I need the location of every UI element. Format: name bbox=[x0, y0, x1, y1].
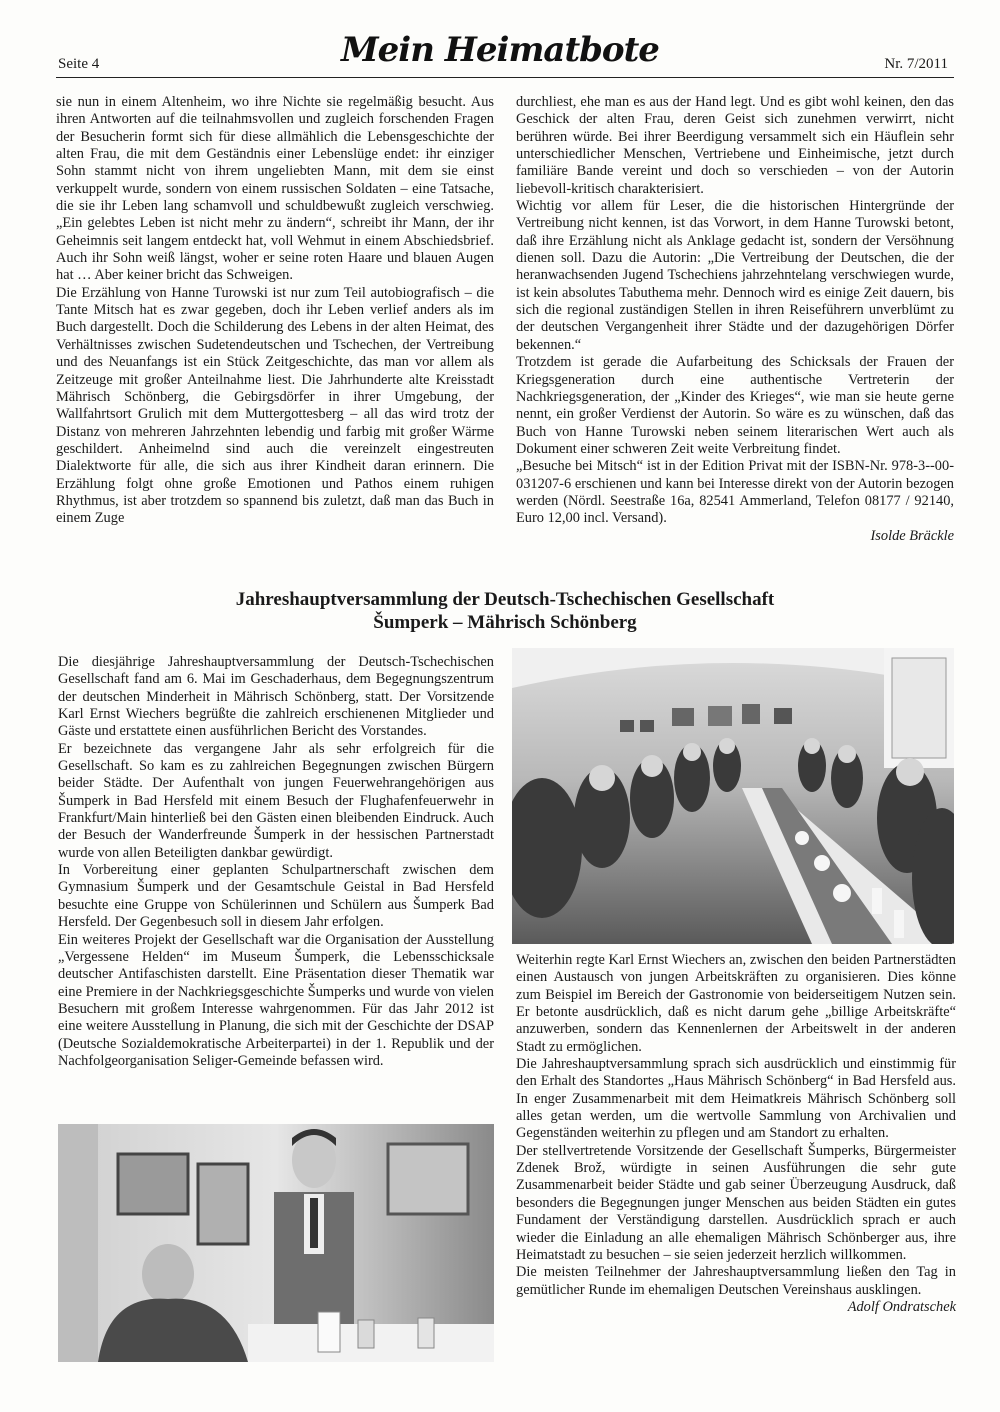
article-column-left bbox=[58, 654, 494, 1070]
paragraph: sie nun in einem Altenheim, wo ihre Nichte sie regelmäßig besucht. Aus ihren Antworten auf die teilnahmsvollen und zugleich forschenden Fragen der Besucherin formt sich für diese allmählich die Lebensgeschichte der alten Frau, die mit dem Geständnis einer Lebenslüge endet: ihr einziger Sohn stammt nicht von ihrem ungeliebten Mann, mit dem sie einst verkuppelt wurde, sondern von einem russischen Soldaten – eine Tatsache, die sie ihr Leben lang schamvoll und schuldbewußt zugleich verschwieg. „Ein gelebtes Leben ist nicht mehr zu ändern“, schreibt ihr Mann, der ihr Geheimnis seit langem entdeckt hat, voll Wehmut in einem Abschiedsbrief. Auch ihr Sohn weiß längst, woher er seine roten Haare und blauen Augen hat … Aber keiner bricht das Schweigen. bbox=[56, 94, 494, 284]
headline-line-2: Šumperk – Mährisch Schönberg bbox=[373, 612, 637, 633]
review-column-right bbox=[516, 94, 954, 545]
header-rule bbox=[56, 77, 954, 78]
paragraph: Der stellvertretende Vorsitzende der Gesellschaft Šumperks, Bürgermeister Zdenek Brož, würdigte in seinen Ausführungen die sehr gute Zusammenarbeit beider Städte und gab seiner Überzeugung Ausdruck, daß besonders die Begegnungen junger Menschen aus beiden Städten ein gutes Fundament der Verständigung darstellen. Ausdrücklich sprach er auch wieder die Einladung an alle ehemaligen Mährisch Schönberger aus, ihre Heimatstadt zu besuchen – sie seien jederzeit herzlich willkommen. bbox=[516, 1142, 956, 1263]
paragraph: Die meisten Teilnehmer der Jahreshauptversammlung ließen den Tag in gemütlicher Runde im ehemaligen Deutschen Vereinshaus ausklingen. bbox=[516, 1264, 956, 1298]
article-column-right bbox=[516, 952, 956, 1316]
paragraph: Er bezeichnete das vergangene Jahr als sehr erfolgreich für die Gesellschaft. So kam es zu zahlreichen Begegnungen zwischen Bürgern beider Städte. Der Aufenthalt von jungen Feuerwehrangehörigen aus Šumperk in Bad Hersfeld mit einem Besuch der Flughafenfeuerwehr in Frankfurt/Main hinterließ bei den Gästen einen bleibenden Eindruck. Auch der Besuch der Wanderfreunde Šumperk in der hessischen Partnerstadt wurde von allen Beteiligten dankbar gewürdigt. bbox=[58, 740, 494, 861]
paragraph: Weiterhin regte Karl Ernst Wiechers an, zwischen den beiden Partnerstädten einen Austausch von jungen Arbeitskräften zu organisieren. Dies könne zum Beispiel im Bereich der Gastronomie von beiderseitigem Nutzen sein. Er betonte ausdrücklich, daß es nicht darum gehe „billige Arbeitskräfte“ anzuwerben, sondern das Kennenlernen der Arbeitswelt in der anderen Stadt zu ermöglichen. bbox=[516, 952, 956, 1055]
article-headline bbox=[56, 588, 954, 634]
paragraph: Trotzdem ist gerade die Aufarbeitung des Schicksals der Frauen der Kriegsgeneration durch eine authentische Vertreterin der Nachkriegsgeneration, der „Kinder des Krieges“, wie man sie heute gerne nennt, ein großer Verdienst der Autorin. So wäre es zu wünschen, daß das Buch von Hanne Turowski neben seinem literarischen Wert auch als Dokument einer schweren Zeit weite Verbreitung findet. bbox=[516, 354, 954, 457]
headline-line-1: Jahreshauptversammlung der Deutsch-Tschechischen Gesellschaft bbox=[235, 589, 775, 610]
paragraph: In Vorbereitung einer geplanten Schulpartnerschaft zwischen dem Gymnasium Šumperk und der Gesamtschule Geistal in Bad Hersfeld besuchte eine Gruppe von Schülerinnen und Schülern aus Šumperk Bad Hersfeld. Der Gegenbesuch soll in diesem Jahr erfolgen. bbox=[58, 862, 494, 931]
meeting-photo bbox=[512, 648, 954, 944]
paragraph: „Besuche bei Mitsch“ ist in der Edition Privat mit der ISBN-Nr. 978-3--00-031207-6 erschienen und kann bei Interesse direkt von der Autorin bezogen werden (Nördl. Seestraße 16a, 82541 Ammerland, Telefon 08177 / 92140, Euro 12,00 incl. Versand). bbox=[516, 458, 954, 527]
paragraph: Die Jahreshauptversammlung sprach sich ausdrücklich und einstimmig für den Erhalt des Standortes „Haus Mährisch Schönberg“ in Bad Hersfeld aus. In enger Zusammenarbeit mit dem Heimatkreis Mährisch Schönberg soll alles getan werden, um die wertvolle Sammlung von Archivalien und Gegenständen weiterhin zu pflegen und am Standort zu erhalten. bbox=[516, 1056, 956, 1142]
article-author-signature: Adolf Ondratschek bbox=[847, 1298, 956, 1315]
review-column-left bbox=[56, 94, 494, 528]
review-author-signature: Isolde Bräckle bbox=[870, 527, 954, 544]
masthead-logo: Mein Heimatbote bbox=[341, 30, 659, 70]
paragraph: Wichtig vor allem für Leser, die die historischen Hintergründe der Vertreibung nicht kennen, ist das Vorwort, in dem Hanne Turowski betont, daß ihre Erzählung nicht als Anklage gedacht ist, sondern der Versöhnung dienen soll. Dazu die Autorin: „Die Vertreibung der Deutschen, die der heranwachsenden Jugend Tschechiens jahrzehntelang verschwiegen wurde, ist kein absolutes Tabuthema mehr. Dennoch wird es einige Zeit dauern, bis sich die regional zuständigen Stellen in ihren Reiseführern unverblümt zu der deutschen Vergangenheit ihrer Städte und der dazugehörigen Dörfer bekennen.“ bbox=[516, 198, 954, 353]
paragraph: durchliest, ehe man es aus der Hand legt. Und es gibt wohl keinen, den das Geschick der alten Frau, deren Geist sich zunehmen verwirrt, nicht berühren würde. Bei ihrer Beerdigung versammelt sich ein Häuflein sehr unterschiedlicher Menschen, Vertriebene und Einheimische, jetzt durch familiäre Bande vereint und doch so verschieden – von der Autorin liebevoll-kritisch charakterisiert. bbox=[516, 94, 954, 197]
speaker-photo bbox=[58, 1124, 494, 1362]
paragraph: Ein weiteres Projekt der Gesellschaft war die Organisation der Ausstellung „Vergessene Helden“ im Museum Šumperk, die Lebensschicksale deutscher Antifaschisten darstellt. Eine Präsentation dieser Thematik war eine Premiere in der Nachkriegsgeschichte Šumperks und wurde von vielen Besuchern mit großem Interesse wahrgenommen. Für das Jahr 2012 ist eine weitere Ausstellung in Planung, die sich mit der Geschichte der DSAP (Deutsche Sozialdemokratische Arbeiterpartei) in der 1. Republik und der Nachfolgeorganisation Seliger-Gemeinde befassen wird. bbox=[58, 931, 494, 1069]
paragraph: Die diesjährige Jahreshauptversammlung der Deutsch-Tschechischen Gesellschaft fand am 6. Mai im Geschaderhaus, dem Begegnungszentrum der deutschen Minderheit in Mährisch Schönberg, statt. Der Vorsitzende Karl Ernst Wiechers begrüßte die zahlreich erschienenen Mitglieder und Gäste und erstattete einen ausführlichen Bericht des Vorstandes. bbox=[58, 654, 494, 740]
page-number: Seite 4 bbox=[58, 56, 100, 72]
paragraph: Die Erzählung von Hanne Turowski ist nur zum Teil autobiografisch – die Tante Mitsch hat es zwar gegeben, doch ihr Leben verlief anders als im Buch dargestellt. Doch die Schilderung des Lebens in der alten Heimat, des Verhältnisses zwischen Sudetendeutschen und Tschechen, der Vertreibung und des Neuanfangs ist ein Stück Zeitgeschichte, das man vor allem als Zeitzeuge mit großer Anteilnahme liest. Die Jahrhunderte alte Kreisstadt Mährisch Schönberg, die Gebirgsdörfer in ihrer Umgebung, der Wallfahrtsort Grulich mit dem Muttergottesberg – all das wird trotz der Distanz von mehreren Jahrzehnten lebendig und farbig mit großer Wärme geschildert. Anheimelnd sind auch die vereinzelt eingestreuten Dialektworte für alle, die sich aus ihrer Kindheit daran erinnern. Die Erzählung folgt ohne große Emotionen und Pathos einem ruhigen Rhythmus, ist aber trotzdem so spannend bis zuletzt, daß man das Buch in einem Zuge bbox=[56, 284, 494, 527]
issue-number: Nr. 7/2011 bbox=[884, 56, 948, 72]
